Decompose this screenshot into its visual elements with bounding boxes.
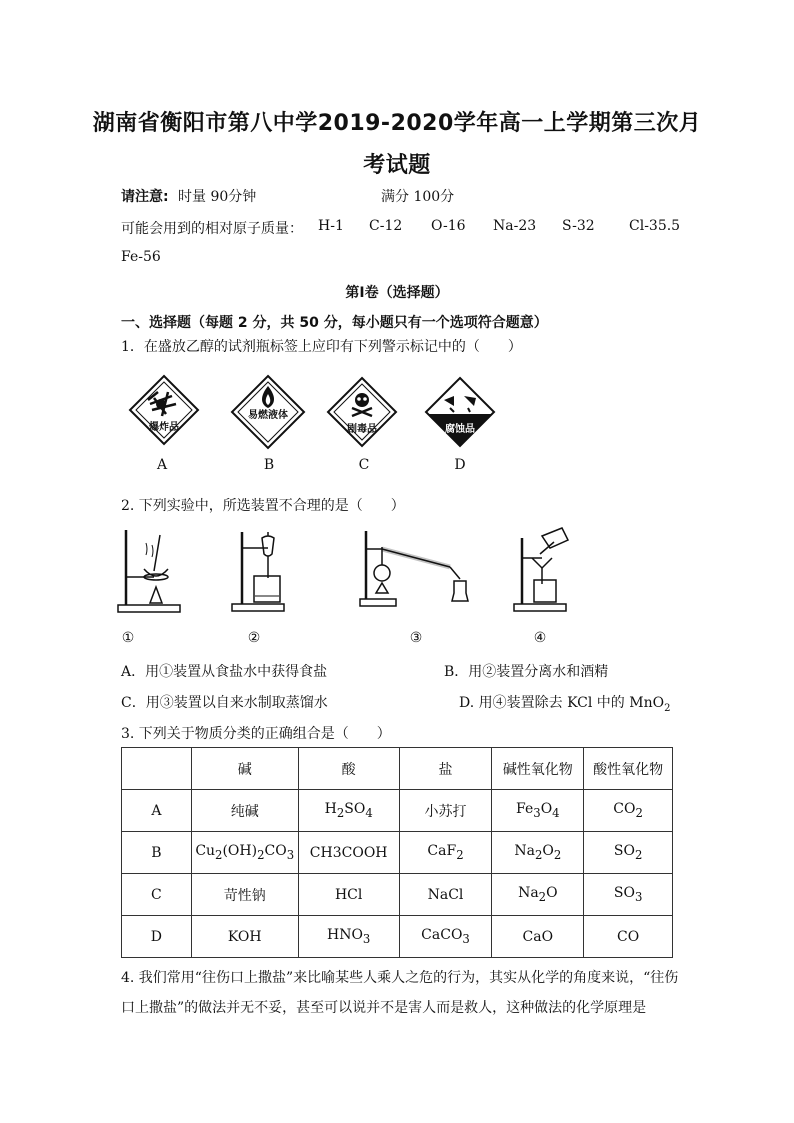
notice-label: 请注意: bbox=[121, 189, 169, 205]
evaporation-apparatus-icon bbox=[116, 525, 184, 615]
cell-salt: NaCl bbox=[399, 874, 492, 916]
table-header-cell: 碱性氧化物 bbox=[492, 748, 584, 790]
row-label: A bbox=[122, 790, 192, 832]
cell-acidic-oxide: $SO_2$ bbox=[584, 832, 673, 874]
q4-line1: 4. 我们常用“往伤口上撒盐”来比喻某些人乘人之危的行为，其实从化学的角度来说，“往伤 bbox=[121, 970, 679, 986]
separatory-funnel-icon bbox=[228, 528, 288, 615]
atomic-mass-o: O-16 bbox=[431, 218, 466, 234]
q1-stem: 1．在盛放乙醇的试剂瓶标签上应印有下列警示标记中的（ ） bbox=[121, 339, 522, 355]
volume-heading: 第Ⅰ卷（选择题） bbox=[345, 285, 449, 301]
distillation-apparatus-icon bbox=[356, 527, 476, 609]
table-header-cell: 酸性氧化物 bbox=[584, 748, 673, 790]
row-label: C bbox=[122, 874, 192, 916]
cell-acid: HCl bbox=[298, 874, 399, 916]
cell-base: KOH bbox=[191, 916, 298, 958]
skull-icon bbox=[326, 376, 398, 448]
hazard-sign-b[interactable] bbox=[230, 374, 306, 450]
cell-salt: CaF$_2$ bbox=[399, 832, 492, 874]
q2-option-a[interactable]: A．用①装置从食盐水中获得食盐 bbox=[121, 664, 328, 680]
notice-score: 满分 100分 bbox=[381, 189, 455, 205]
table-header-cell: 盐 bbox=[399, 748, 492, 790]
hazard-sign-a[interactable] bbox=[128, 374, 200, 446]
atomic-mass-lead: 可能会用到的相对原子质量： bbox=[121, 221, 303, 237]
notice-time: 时量 90分钟 bbox=[178, 189, 257, 205]
table-header-row bbox=[122, 748, 673, 790]
atomic-mass-c: C-12 bbox=[369, 218, 403, 234]
atomic-mass-s: S-32 bbox=[562, 218, 595, 234]
cell-acidic-oxide: $CO_2$ bbox=[584, 790, 673, 832]
row-label: B bbox=[122, 832, 192, 874]
sign-b-letter: B bbox=[263, 457, 275, 473]
sign-c-letter: C bbox=[358, 457, 370, 473]
cell-acidic-oxide: $SO_3$ bbox=[584, 874, 673, 916]
sign-d-text: 腐蚀品 bbox=[445, 424, 475, 435]
q2-stem: 2. 下列实验中，所选装置不合理的是（ ） bbox=[121, 498, 405, 514]
sign-b-text: 易燃液体 bbox=[248, 410, 288, 421]
page-title-line2: 考试题 bbox=[363, 153, 431, 178]
sign-d-letter: D bbox=[454, 457, 466, 473]
cell-basic-oxide: $Fe_3O_4$ bbox=[492, 790, 584, 832]
table-row bbox=[122, 832, 673, 874]
sign-c-text: 剧毒品 bbox=[347, 424, 377, 435]
cell-basic-oxide: $Na_2O_2$ bbox=[492, 832, 584, 874]
cell-base: 纯碱 bbox=[191, 790, 298, 832]
table-header-cell: 碱 bbox=[191, 748, 298, 790]
filtration-apparatus-icon bbox=[510, 524, 574, 615]
table-header-cell: 酸 bbox=[298, 748, 399, 790]
q2-option-b[interactable]: B．用②装置分离水和酒精 bbox=[444, 664, 609, 680]
cell-acid: $HNO_3$ bbox=[298, 916, 399, 958]
sign-a-letter: A bbox=[156, 457, 168, 473]
row-label: D bbox=[122, 916, 192, 958]
table-row bbox=[122, 916, 673, 958]
apparatus-label-4: ④ bbox=[533, 630, 547, 646]
atomic-mass-na: Na-23 bbox=[493, 218, 537, 234]
apparatus-label-1: ① bbox=[121, 630, 135, 646]
table-row bbox=[122, 790, 673, 832]
classification-table bbox=[121, 747, 673, 958]
hazard-sign-d[interactable] bbox=[424, 376, 496, 448]
cell-acidic-oxide: CO bbox=[584, 916, 673, 958]
apparatus-label-3: ③ bbox=[409, 630, 423, 646]
table-row bbox=[122, 874, 673, 916]
sign-a-text: 爆炸品 bbox=[149, 422, 179, 433]
corrosive-icon bbox=[424, 376, 496, 448]
explosive-icon bbox=[128, 374, 200, 446]
apparatus-label-2: ② bbox=[247, 630, 261, 646]
q2-option-c[interactable]: C．用③装置以自来水制取蒸馏水 bbox=[121, 695, 328, 711]
cell-basic-oxide: $Na_2O$ bbox=[492, 874, 584, 916]
q4-line2: 口上撒盐”的做法并无不妥，甚至可以说并不是害人而是救人，这种做法的化学原理是 bbox=[121, 1000, 647, 1016]
q3-stem: 3. 下列关于物质分类的正确组合是（ ） bbox=[121, 726, 391, 742]
atomic-mass-cl: Cl-35.5 bbox=[629, 218, 681, 234]
cell-acid: CH3COOH bbox=[298, 832, 399, 874]
cell-salt: 小苏打 bbox=[399, 790, 492, 832]
cell-base: $Cu_2(OH)_2CO_3$ bbox=[191, 832, 298, 874]
cell-acid: $H_2SO_4$ bbox=[298, 790, 399, 832]
hazard-sign-c[interactable] bbox=[326, 376, 398, 448]
table-header-cell bbox=[122, 748, 192, 790]
cell-salt: CaCO$_3$ bbox=[399, 916, 492, 958]
cell-basic-oxide: CaO bbox=[492, 916, 584, 958]
section-heading: 一、选择题（每题 2 分，共 50 分，每小题只有一个选项符合题意） bbox=[121, 315, 548, 331]
cell-base: 苛性钠 bbox=[191, 874, 298, 916]
page-title-line1: 湖南省衡阳市第八中学2019-2020学年高一上学期第三次月 bbox=[92, 111, 702, 136]
q2-option-d[interactable]: D. 用④装置除去 KCl 中的 MnO$_2$ bbox=[459, 695, 671, 714]
atomic-mass-fe: Fe-56 bbox=[121, 249, 161, 265]
atomic-mass-h: H-1 bbox=[318, 218, 344, 234]
